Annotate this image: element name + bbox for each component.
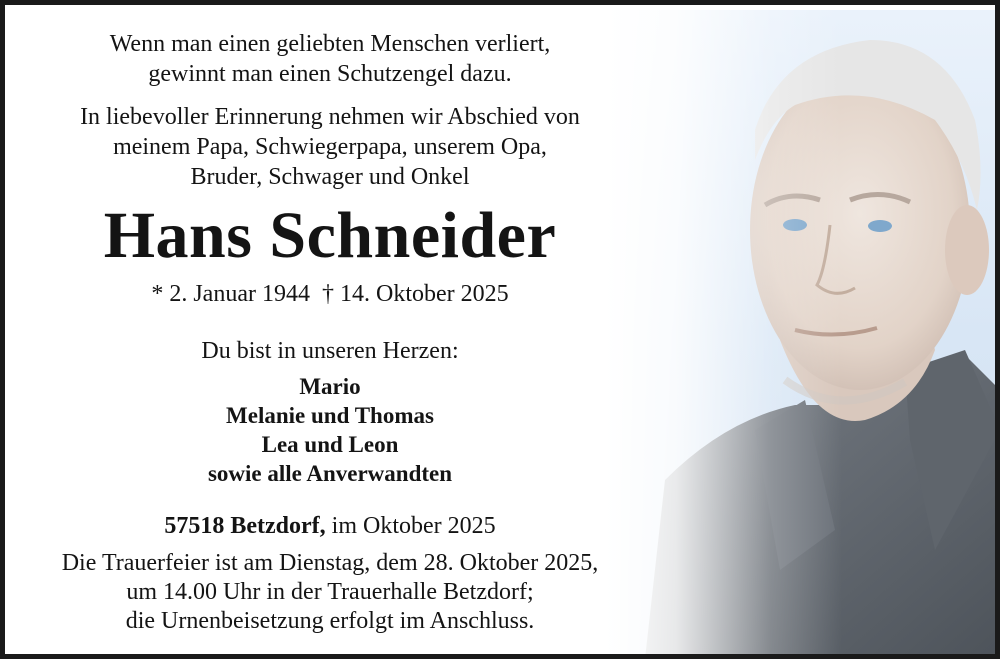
mourner-name: sowie alle Anverwandten <box>207 461 453 486</box>
place-month: im Oktober 2025 <box>331 513 496 539</box>
deceased-name: Hans Schneider <box>103 199 557 272</box>
portrait-photo <box>605 10 1000 659</box>
intro-line-1: In liebevoller Erinnerung nehmen wir Abschied von <box>80 104 580 130</box>
intro-line-2: meinem Papa, Schwiegerpapa, unserem Opa, <box>113 134 547 160</box>
funeral-line-2: um 14.00 Uhr in der Trauerhalle Betzdorf; <box>126 579 534 605</box>
intro-line-3: Bruder, Schwager und Onkel <box>190 164 470 190</box>
portrait-illustration <box>605 10 1000 659</box>
place-town: 57518 Betzdorf, <box>164 513 326 539</box>
mourner-name: Lea und Leon <box>261 432 399 457</box>
place-date <box>10 513 650 540</box>
quote-line-2: gewinnt man einen Schutzengel dazu. <box>148 61 512 87</box>
funeral-line-1: Die Trauerfeier ist am Dienstag, dem 28. Oktober 2025, <box>61 550 599 576</box>
mourner-name: Melanie und Thomas <box>226 403 434 428</box>
death-date: † 14. Oktober 2025 <box>321 281 509 307</box>
quote-line-1: Wenn man einen geliebten Menschen verliert, <box>109 31 551 57</box>
birth-date: * 2. Januar 1944 <box>151 281 310 307</box>
life-dates <box>10 281 650 308</box>
mourners-heading: Du bist in unseren Herzen: <box>201 338 459 364</box>
funeral-line-3: die Urnenbeisetzung erfolgt im Anschluss. <box>125 608 535 634</box>
mourner-name: Mario <box>299 374 361 399</box>
